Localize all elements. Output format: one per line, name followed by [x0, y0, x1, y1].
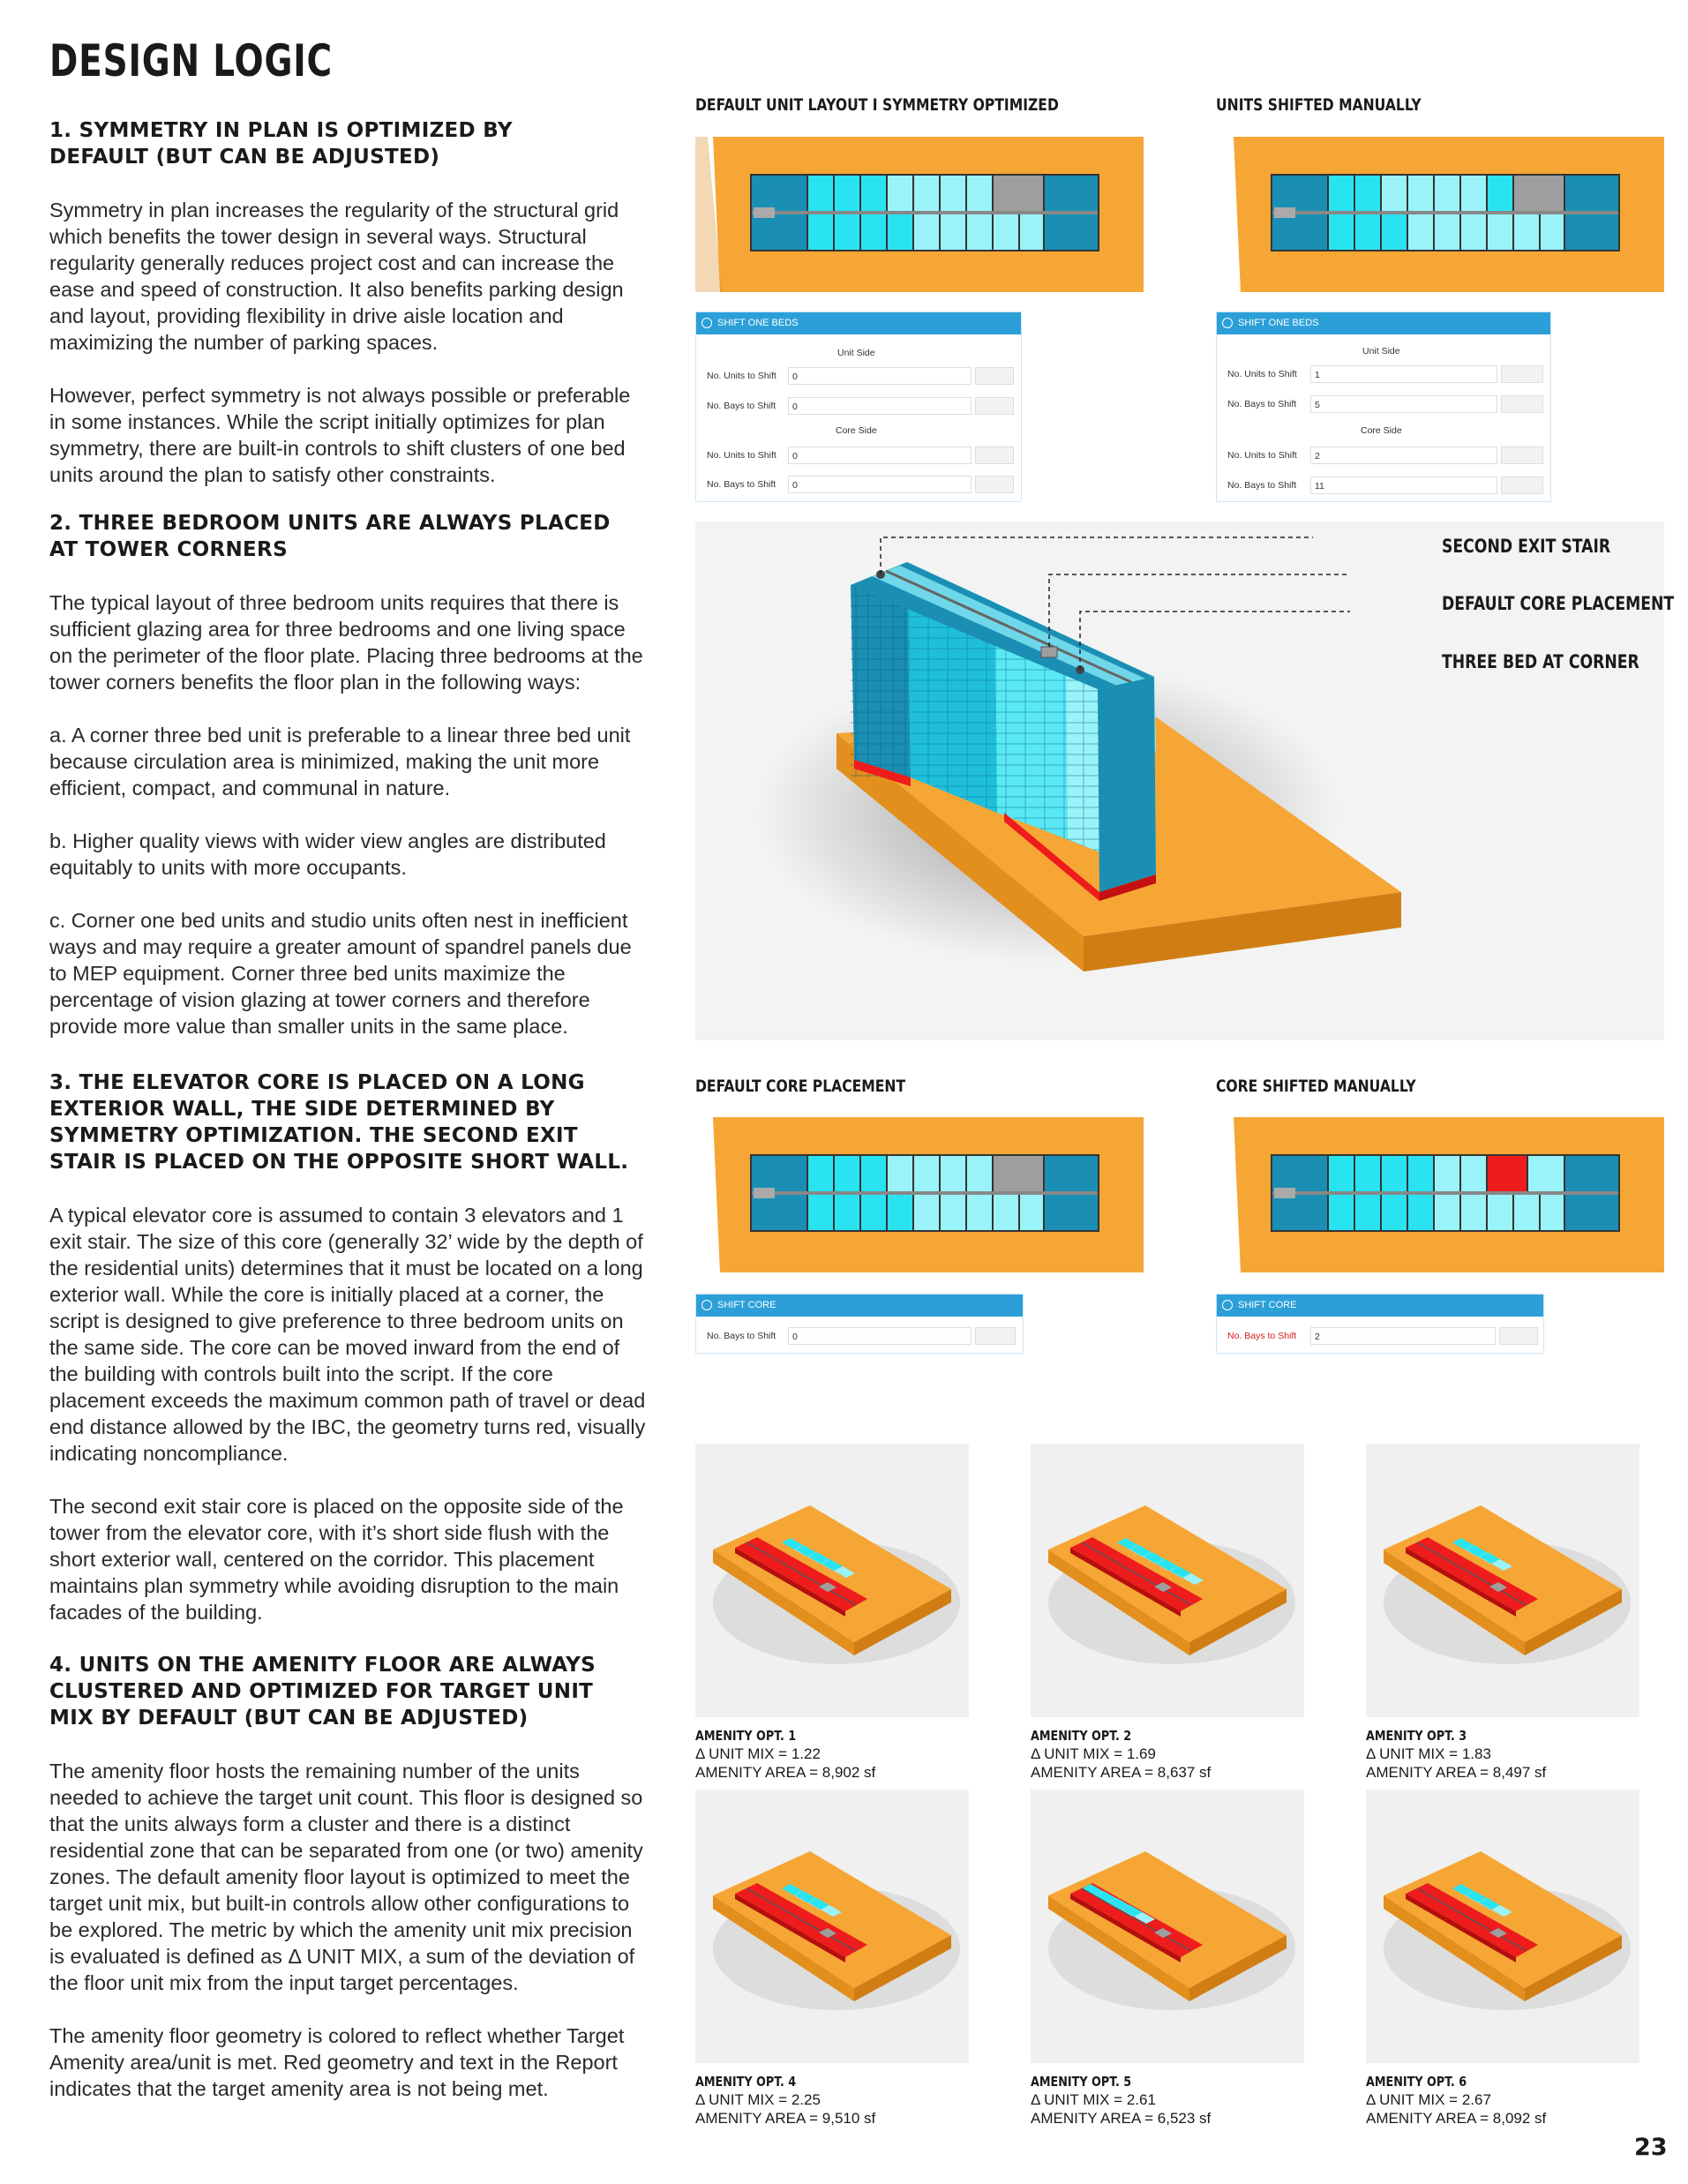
core-side-label: Core Side [836, 425, 877, 436]
core-side-bays-input[interactable]: 11 [1310, 477, 1497, 494]
core-side-label: Core Side [1361, 425, 1402, 436]
section-heading: 3. THE ELEVATOR CORE IS PLACED ON A LONG EXTERIOR WALL, THE SIDE DETERMINED BY SYMMETRY OPTIMIZATION. THE SECOND EXIT STAIR IS PLACED ON THE OPPOSITE SHORT WALL. [49, 1071, 629, 1174]
slider-button[interactable] [1501, 477, 1543, 494]
amenity-option-name: AMENITY OPT. 2 [1031, 1728, 1132, 1744]
panel-title: SHIFT CORE [1238, 1300, 1297, 1310]
unit-side-bays-input[interactable]: 5 [1310, 395, 1497, 413]
amenity-option-caption [1031, 2072, 1211, 2128]
core-side-units-input[interactable]: 0 [788, 447, 972, 464]
amenity-option-render [1031, 1444, 1304, 1717]
paragraph: a. A corner three bed unit is preferable to a linear three bed unit because circulation area is minimized, making the unit more efficient, compact, and communal in nature. [49, 724, 631, 799]
section-1 [49, 117, 649, 488]
slider-button[interactable] [1499, 1327, 1538, 1345]
amenity-option-name: AMENITY OPT. 6 [1366, 2074, 1467, 2090]
amenity-option-name: AMENITY OPT. 1 [695, 1728, 797, 1744]
amenity-area: AMENITY AREA = 8,902 sf [695, 1764, 876, 1781]
panel-title: SHIFT ONE BEDS [1238, 318, 1319, 328]
bays-label: No. Bays to Shift [1227, 399, 1297, 409]
units-label: No. Units to Shift [707, 450, 776, 461]
amenity-option-caption [1031, 1726, 1211, 1782]
page-title: DESIGN LOGIC [49, 35, 333, 86]
callout-default-core-placement: DEFAULT CORE PLACEMENT [1442, 593, 1675, 614]
amenity-option-render [1366, 1790, 1639, 2063]
section-heading: 1. SYMMETRY IN PLAN IS OPTIMIZED BY DEFAULT (BUT CAN BE ADJUSTED) [49, 119, 513, 169]
slider-button[interactable] [1501, 447, 1543, 464]
plan-default-layout [695, 137, 1144, 292]
amenity-unit-mix: Δ UNIT MIX = 1.83 [1366, 1745, 1491, 1762]
plan-default-core [695, 1117, 1144, 1272]
amenity-unit-mix: Δ UNIT MIX = 1.22 [695, 1745, 821, 1762]
amenity-option-render [695, 1790, 969, 2063]
amenity-option-name: AMENITY OPT. 5 [1031, 2074, 1132, 2090]
amenity-option-name: AMENITY OPT. 3 [1366, 1728, 1467, 1744]
paragraph: The amenity floor geometry is colored to reflect whether Target Amenity area/unit is met. Red geometry and text in the Report indicates that the target amenity area is not being met. [49, 2024, 625, 2100]
paragraph: Symmetry in plan increases the regularity of the structural grid which benefits the tower design in several ways. Structural regularity generally reduces project cost and can increase the ease and speed of construction. It also benefits parking design and layout, providing flexibility in drive aisle location and maximizing the number of parking spaces. [49, 199, 624, 354]
paragraph: c. Corner one bed units and studio units often nest in inefficient ways and may require a greater amount of spandrel panels due to MEP equipment. Corner three bed units maximize the percentage of vision glazing at tower corners and therefore provide more value than smaller units in the same place. [49, 909, 632, 1038]
amenity-option-caption [695, 2072, 875, 2128]
figure-caption: DEFAULT CORE PLACEMENT [695, 1077, 906, 1096]
panel-header[interactable] [696, 312, 1021, 334]
unit-side-units-input[interactable]: 0 [788, 367, 972, 385]
amenity-area: AMENITY AREA = 8,637 sf [1031, 1764, 1212, 1781]
units-label: No. Units to Shift [1227, 450, 1297, 461]
amenity-unit-mix: Δ UNIT MIX = 1.69 [1031, 1745, 1156, 1762]
paragraph: The second exit stair core is placed on the opposite side of the tower from the elevator core, with it’s short side flush with the short exterior wall, centered on the corridor. This placement maintains plan symmetry while avoiding disruption to the main facades of the building. [49, 1495, 624, 1624]
unit-side-label: Unit Side [837, 348, 875, 358]
units-label: No. Units to Shift [1227, 369, 1297, 379]
section-3 [49, 1069, 649, 1625]
panel-title: SHIFT CORE [717, 1300, 776, 1310]
paragraph: However, perfect symmetry is not always possible or preferable in some instances. While the script initially optimizes for plan symmetry, there are built-in controls to shift clusters of one bed units around the plan to satisfy other constraints. [49, 384, 631, 486]
core-side-units-input[interactable]: 2 [1310, 447, 1497, 464]
callout-second-exit-stair: SECOND EXIT STAIR [1442, 536, 1611, 557]
amenity-option-name: AMENITY OPT. 4 [695, 2074, 797, 2090]
shift-one-beds-panel-shifted [1216, 311, 1551, 502]
shift-core-panel-shifted [1216, 1294, 1544, 1354]
amenity-option-caption [1366, 1726, 1546, 1782]
panel-header[interactable] [1217, 312, 1550, 334]
amenity-option-render [1031, 1790, 1304, 2063]
amenity-area: AMENITY AREA = 9,510 sf [695, 2110, 876, 2127]
shift-core-panel-default [695, 1294, 1024, 1354]
amenity-area: AMENITY AREA = 8,092 sf [1366, 2110, 1547, 2127]
slider-button[interactable] [1501, 365, 1543, 383]
amenity-area: AMENITY AREA = 6,523 sf [1031, 2110, 1212, 2127]
amenity-option-render [695, 1444, 969, 1717]
amenity-option-render [1366, 1444, 1639, 1717]
collapse-icon[interactable] [701, 318, 712, 328]
amenity-unit-mix: Δ UNIT MIX = 2.25 [695, 2091, 821, 2108]
collapse-icon[interactable] [1222, 318, 1233, 328]
bays-label: No. Bays to Shift [1227, 480, 1297, 491]
page-number: 23 [1634, 2134, 1668, 2161]
paragraph: The amenity floor hosts the remaining number of the units needed to achieve the target unit count. This floor is designed so that the units always form a cluster and there is a distinct residential zone that can be separated from one (or two) amenity zones. The default amenity floor layout is optimized to meet the target unit mix, but built-in controls allow other configurations to be explored. The metric by which the amenity unit mix precision is evaluated is defined as Δ UNIT MIX, a sum of the deviation of the floor unit mix from the input target percentages. [49, 1760, 643, 1994]
plan-core-shifted [1216, 1117, 1664, 1272]
plan-units-shifted [1216, 137, 1664, 292]
bays-label: No. Bays to Shift [707, 401, 776, 411]
figure-caption: DEFAULT UNIT LAYOUT I SYMMETRY OPTIMIZED [695, 95, 1059, 115]
slider-button[interactable] [975, 1327, 1016, 1345]
amenity-unit-mix: Δ UNIT MIX = 2.61 [1031, 2091, 1156, 2108]
section-2 [49, 510, 649, 1039]
core-bays-input[interactable]: 2 [1310, 1327, 1496, 1345]
core-side-bays-input[interactable]: 0 [788, 476, 972, 493]
section-heading: 4. UNITS ON THE AMENITY FLOOR ARE ALWAYS CLUSTERED AND OPTIMIZED FOR TARGET UNIT MIX BY DEFAULT (BUT CAN BE ADJUSTED) [49, 1654, 596, 1730]
amenity-option-caption [1366, 2072, 1546, 2128]
slider-button[interactable] [975, 367, 1014, 385]
collapse-icon[interactable] [701, 1300, 712, 1310]
section-4 [49, 1652, 649, 2102]
slider-button[interactable] [975, 397, 1014, 415]
bays-label: No. Bays to Shift [707, 1331, 776, 1341]
unit-side-bays-input[interactable]: 0 [788, 397, 972, 415]
figure-caption: UNITS SHIFTED MANUALLY [1216, 95, 1422, 115]
slider-button[interactable] [975, 476, 1014, 493]
callout-three-bed-at-corner: THREE BED AT CORNER [1442, 651, 1639, 672]
slider-button[interactable] [975, 447, 1014, 464]
panel-header[interactable] [696, 1295, 1023, 1317]
paragraph: b. Higher quality views with wider view angles are distributed equitably to units with more occupants. [49, 829, 606, 879]
bays-label: No. Bays to Shift [707, 479, 776, 490]
panel-title: SHIFT ONE BEDS [717, 318, 799, 328]
unit-side-units-input[interactable]: 1 [1310, 365, 1497, 383]
paragraph: A typical elevator core is assumed to contain 3 elevators and 1 exit stair. The size of this core (generally 32’ wide by the depth of the residential units) determines that it must be located on a long exterior wall. While the core is initially placed at a corner, the script is designed to give preference to three bedroom units on the same side. The core can be moved inward from the end of the building with controls built into the script. If the core placement exceeds the maximum common path of travel or dead end distance allowed by the IBC, the geometry turns red, visually indicating noncompliance. [49, 1204, 646, 1465]
unit-side-label: Unit Side [1362, 346, 1400, 356]
amenity-option-caption [695, 1726, 875, 1782]
bays-label: No. Bays to Shift [1227, 1331, 1297, 1341]
amenity-area: AMENITY AREA = 8,497 sf [1366, 1764, 1547, 1781]
amenity-unit-mix: Δ UNIT MIX = 2.67 [1366, 2091, 1491, 2108]
core-bays-input[interactable]: 0 [788, 1327, 972, 1345]
units-label: No. Units to Shift [707, 371, 776, 381]
shift-one-beds-panel-default [695, 311, 1022, 502]
section-heading: 2. THREE BEDROOM UNITS ARE ALWAYS PLACED AT TOWER CORNERS [49, 512, 611, 561]
panel-header[interactable] [1217, 1295, 1543, 1317]
collapse-icon[interactable] [1222, 1300, 1233, 1310]
paragraph: The typical layout of three bedroom units requires that there is sufficient glazing area for three bedrooms and one living space on the perimeter of the floor plate. Placing three bedrooms at the tower corners benefits the floor plan in the following ways: [49, 591, 643, 694]
slider-button[interactable] [1501, 395, 1543, 413]
figure-caption: CORE SHIFTED MANUALLY [1216, 1077, 1416, 1096]
